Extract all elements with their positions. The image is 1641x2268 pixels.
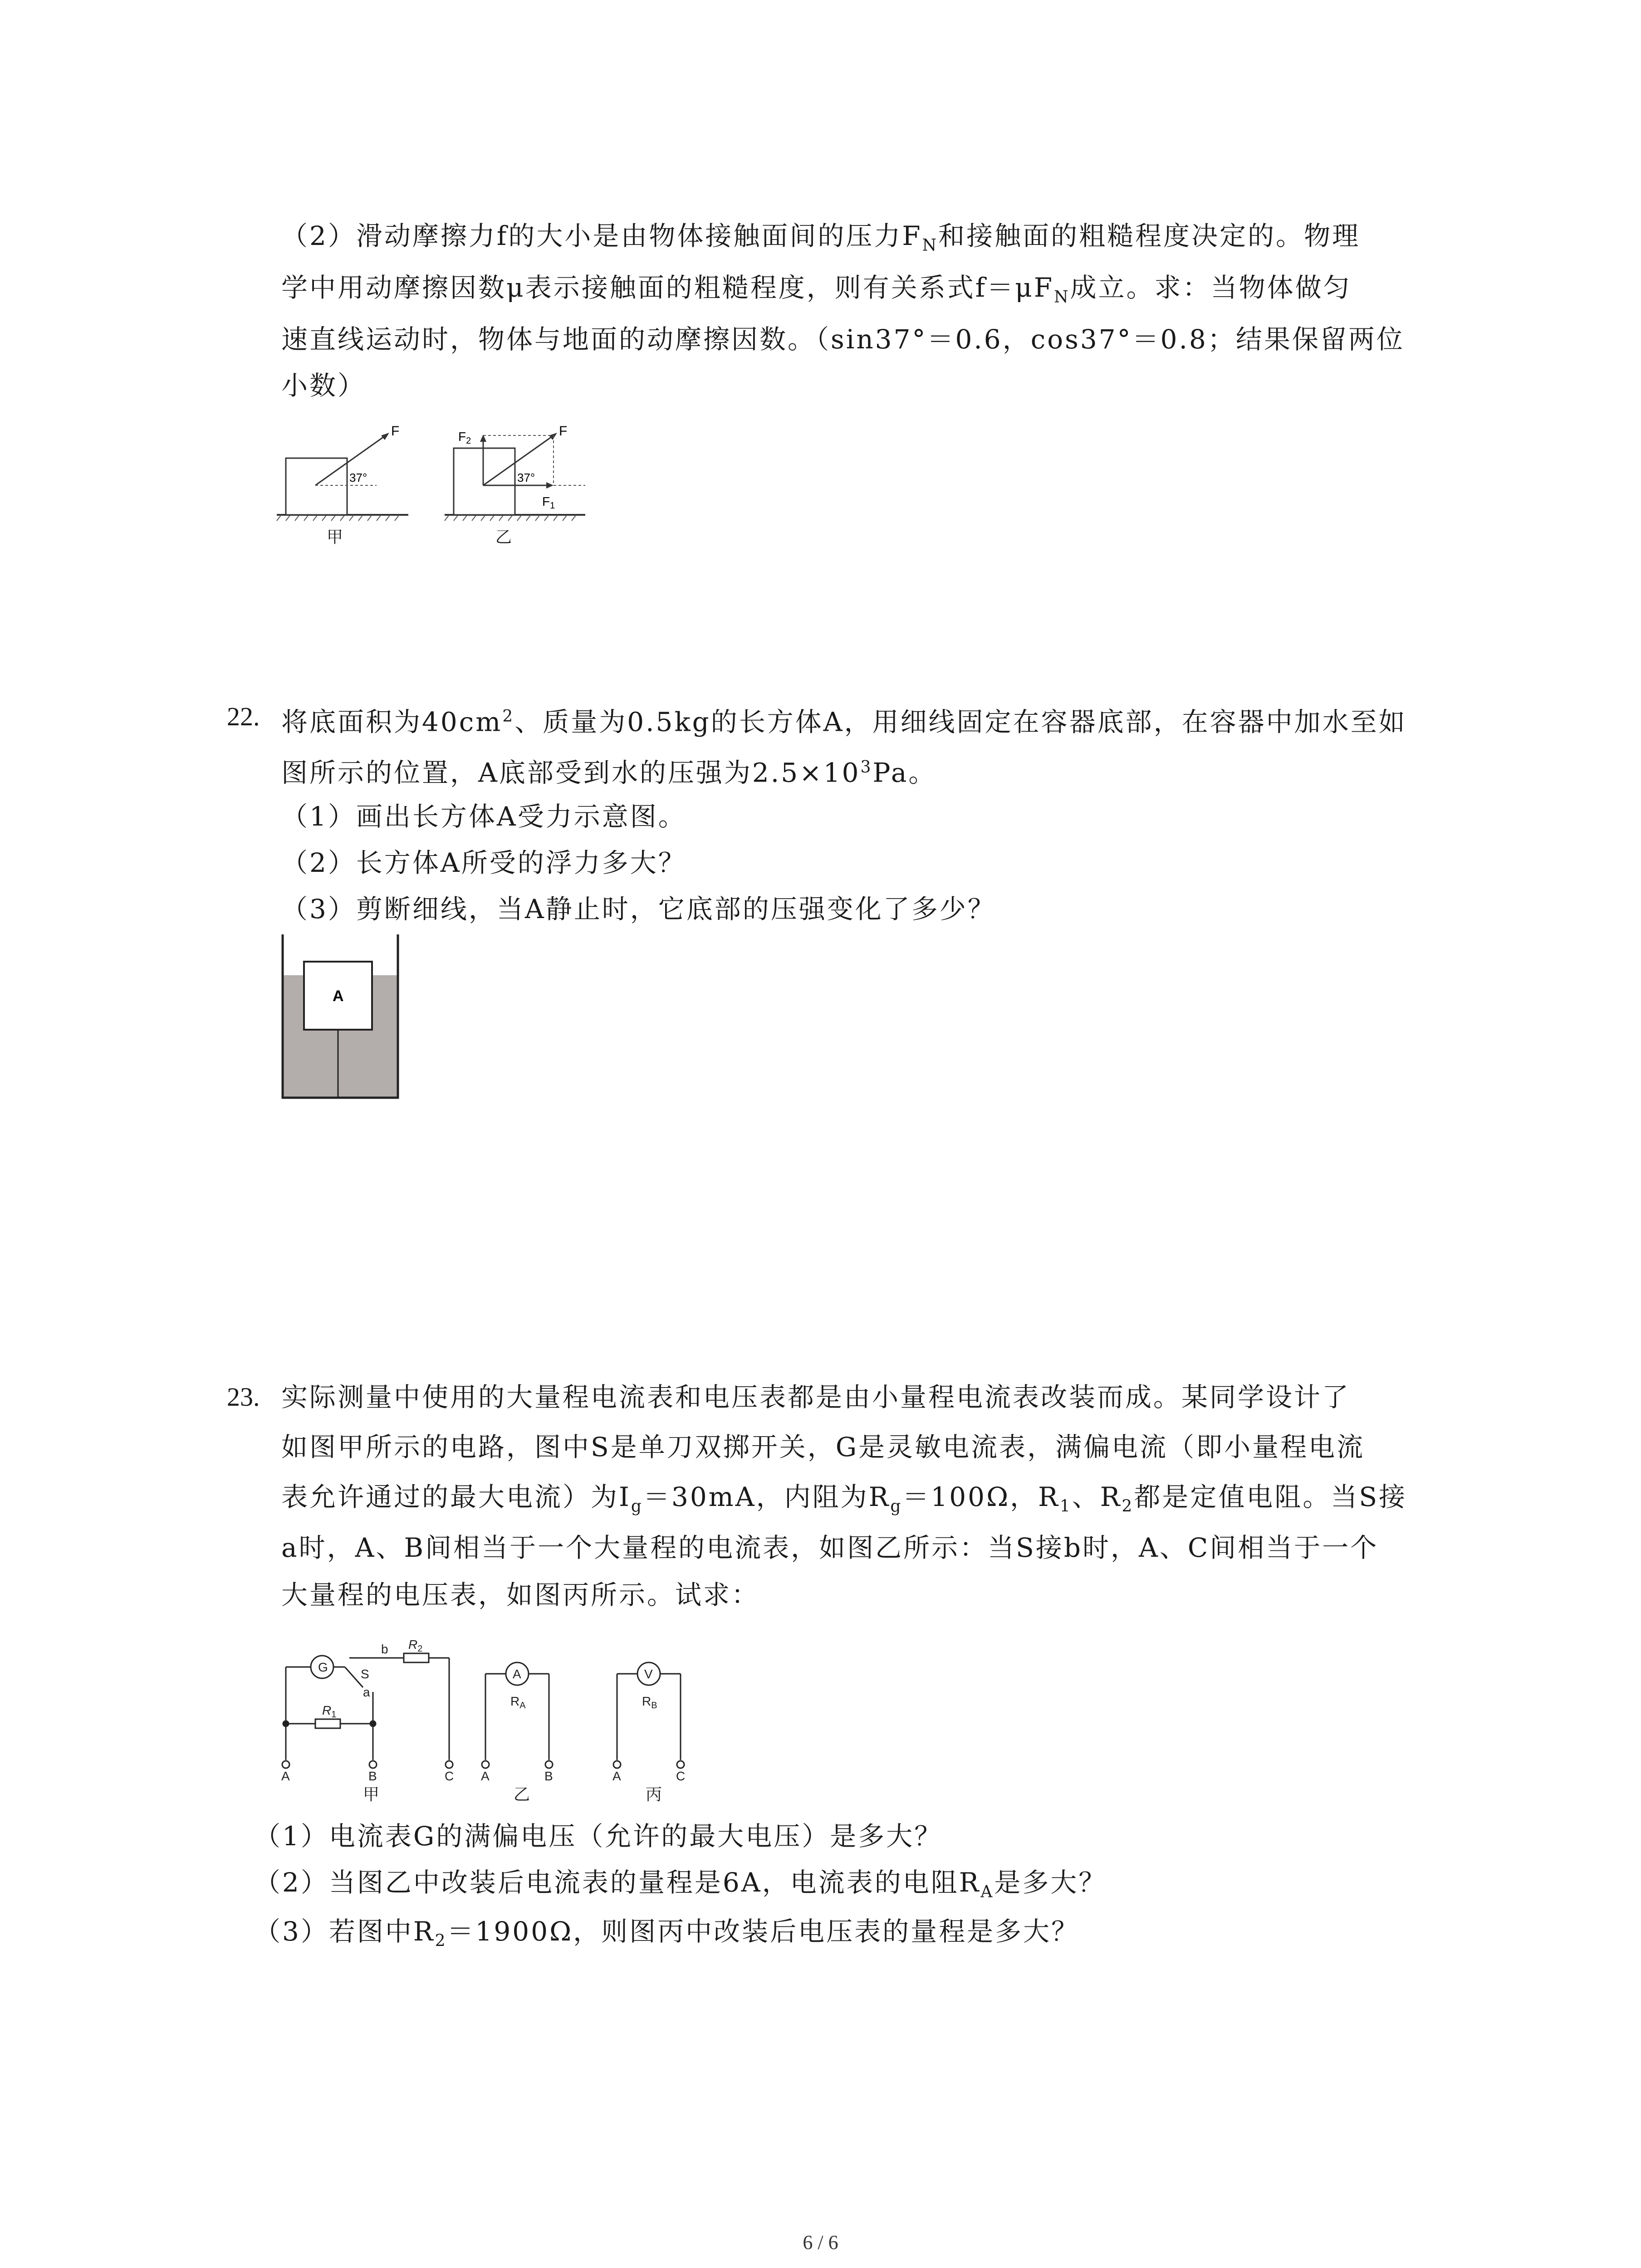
terminal-C-jia: C [445,1769,454,1783]
q23-line5: 大量程的电压表，如图丙所示。试求： [281,1579,760,1610]
label-S: S [361,1667,369,1681]
q22-line1: 将底面积为$40cm^2$、质量为0.5kg的长方体A，用细线固定在容器底部，在容器中加水至如 [281,706,1407,738]
page-number: 6 / 6 [803,2231,838,2253]
q21-part2-line1: （2）滑动摩擦力f的大小是由物体接触面间的压力$F_N$和接触面的粗糙程度决定的。物理 [281,220,1361,255]
force-diagram-jia [277,424,408,521]
container-figure [279,934,406,1102]
angle-label: 37° [349,471,367,484]
q21-part2-line3: 速直线运动时，物体与地面的动摩擦因数。（sin37°＝0.6，cos37°＝0.8；结果保留两位 [281,324,1405,355]
q23-line3: 表允许通过的最大电流）为$I_g=30mA$，内阻为$R_g=100\Omega$，$R_1$、$R_2$都是定值电阻。当S接 [281,1481,1407,1516]
block-A-label: A [333,987,344,1005]
q22-number: 22. [227,702,260,731]
q23-line2: 如图甲所示的电路，图中S是单刀双掷开关，G是灵敏电流表，满偏电流（即小量程电流 [281,1432,1365,1462]
circuit-caption-yi: 乙 [514,1785,530,1804]
force-diagram-yi [445,424,585,521]
circuit-figure [272,1633,726,1783]
force-label-F-yi: F [559,424,568,439]
q22-part3: （3）剪断细线，当A静止时，它底部的压强变化了多少？ [281,894,996,924]
label-voltmeter: V [644,1667,653,1681]
force-diagram-figure [272,422,617,562]
q21-part2-line2: 学中用动摩擦因数μ表示接触面的粗糙程度，则有关系式$f=\mu F_N$成立。求：当物体做匀 [281,272,1352,307]
angle-label-yi: 37° [517,471,535,484]
label-a: a [363,1685,370,1699]
force-label-F2: $F_2$ [458,430,471,446]
fig-caption-yi: 乙 [495,528,512,547]
q23-part3: （3）若图中$R_2=1900\Omega$，则图丙中改装后电压表的量程是多大？ [254,1916,1080,1950]
label-RB: $R_B$ [642,1694,657,1711]
label-RA: $R_A$ [510,1694,526,1711]
q21-part2-line4: 小数） [281,370,366,401]
q23-line1: 实际测量中使用的大量程电流表和电压表都是由小量程电流表改装而成。某同学设计了 [281,1382,1351,1413]
q23-line4: a时，A、B间相当于一个大量程的电流表，如图乙所示：当S接b时，A、C间相当于一个 [281,1532,1379,1563]
fig-caption-jia: 甲 [327,528,343,547]
force-label-F: F [391,424,400,439]
label-G: G [318,1660,328,1674]
q22-part2: （2）长方体A所受的浮力多大？ [281,847,686,878]
q22-part1: （1）画出长方体A受力示意图。 [281,801,686,832]
terminal-C-bing: C [676,1769,686,1783]
q23-part2: （2）当图乙中改装后电流表的量程是6A，电流表的电阻$R_A$是多大？ [254,1867,1107,1901]
terminal-A-jia: A [281,1769,290,1783]
label-ammeter: A [513,1667,521,1681]
label-R1: $R_1$ [322,1703,337,1720]
circuit-caption-bing: 丙 [646,1785,662,1804]
circuit-caption-jia: 甲 [363,1785,380,1804]
terminal-B-yi: B [544,1769,553,1783]
q23-number: 23. [227,1382,260,1412]
force-label-F1: $F_1$ [542,494,555,511]
q22-line2: 图所示的位置，A底部受到水的压强为$2.5\times 10^3Pa$。 [281,757,937,788]
terminal-A-bing: A [612,1769,621,1783]
label-R2: $R_2$ [408,1637,423,1654]
q23-part1: （1）电流表G的满偏电压（允许的最大电压）是多大？ [254,1821,943,1852]
terminal-A-yi: A [481,1769,490,1783]
resistor-R2 [404,1653,429,1662]
resistor-R1 [315,1719,340,1728]
label-b: b [381,1642,388,1656]
terminal-B-jia: B [368,1769,377,1783]
